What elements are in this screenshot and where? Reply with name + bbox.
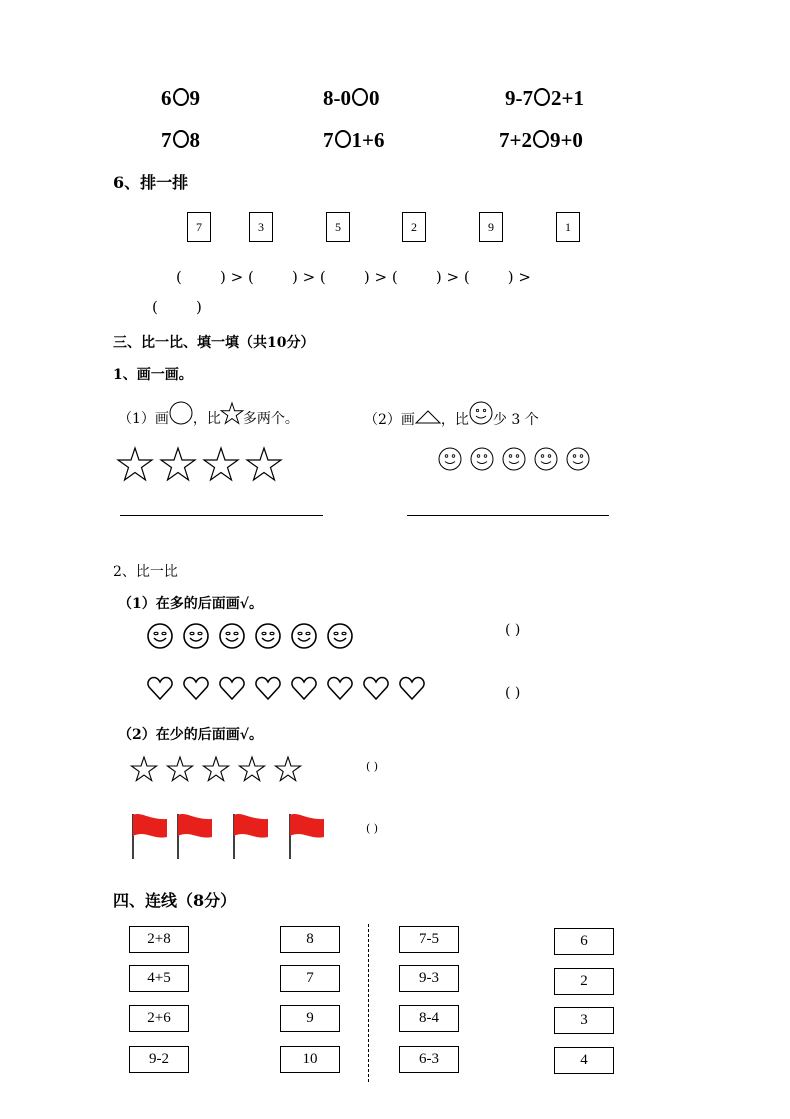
flag-row (131, 812, 331, 862)
sort-blanks-line1[interactable]: ( ) > ( ) > ( ) > ( ) > ( ) > (176, 268, 531, 286)
check-paren[interactable]: ( ) (505, 685, 521, 701)
compare-2-2: 7 1+6 (323, 128, 385, 152)
number-card: 2 (402, 212, 426, 242)
number-card: 9 (479, 212, 503, 242)
match-box[interactable]: 2+8 (129, 926, 189, 953)
compare-2-3: 7+2 9+0 (499, 128, 583, 152)
answer-line[interactable] (407, 515, 609, 516)
number-card: 3 (249, 212, 273, 242)
star-icon (221, 403, 243, 425)
compare-1-3: 9-7 2+1 (505, 86, 584, 110)
smiley-icon (469, 403, 493, 427)
q1-title: 1、画一画。 (113, 367, 193, 383)
star-row (131, 756, 303, 782)
compare-circle[interactable] (534, 88, 550, 106)
star-group (118, 447, 288, 483)
check-paren[interactable]: ( ) (366, 760, 379, 773)
match-box[interactable]: 7 (280, 965, 340, 992)
triangle-icon (415, 410, 441, 424)
check-paren[interactable]: ( ) (366, 822, 379, 835)
compare-1-1: 6 9 (161, 86, 200, 110)
heart-row (147, 676, 432, 702)
smiley-row (147, 624, 359, 650)
match-box[interactable]: 3 (554, 1007, 614, 1034)
match-box[interactable]: 2+6 (129, 1005, 189, 1032)
match-box[interactable]: 8 (280, 926, 340, 953)
q1b: （2）画 ，比 少 3 个 (364, 403, 539, 429)
match-box[interactable]: 10 (280, 1046, 340, 1073)
match-box[interactable]: 9-3 (399, 965, 459, 992)
match-box[interactable]: 4 (554, 1047, 614, 1074)
smiley-group (438, 447, 590, 473)
section4-title: 四、连线（8分） (113, 891, 237, 910)
answer-line[interactable] (120, 515, 323, 516)
q1a: （1）画 ，比 多两个。 (118, 403, 299, 428)
circle-icon (169, 403, 193, 425)
sort-blanks-line2[interactable]: ( ) (152, 298, 202, 316)
match-box[interactable]: 4+5 (129, 965, 189, 992)
compare-circle[interactable] (173, 130, 189, 148)
match-box[interactable]: 6-3 (399, 1046, 459, 1073)
q2-title: 2、比一比 (113, 564, 178, 580)
compare-2-1: 7 8 (161, 128, 200, 152)
compare-circle[interactable] (173, 88, 189, 106)
match-box[interactable]: 9 (280, 1005, 340, 1032)
check-paren[interactable]: ( ) (505, 622, 521, 638)
match-box[interactable]: 7-5 (399, 926, 459, 953)
match-box[interactable]: 6 (554, 928, 614, 955)
compare-1-2: 8-0 0 (323, 86, 380, 110)
compare-circle[interactable] (335, 130, 351, 148)
q2b: （2）在少的后面画√。 (118, 727, 263, 743)
divider (368, 924, 369, 1082)
number-card: 5 (326, 212, 350, 242)
q2a: （1）在多的后面画√。 (118, 596, 263, 612)
match-box[interactable]: 2 (554, 968, 614, 995)
compare-circle[interactable] (533, 130, 549, 148)
match-box[interactable]: 9-2 (129, 1046, 189, 1073)
section3-title: 三、比一比、填一填（共10分） (113, 335, 315, 351)
number-card: 1 (556, 212, 580, 242)
sort-title: 6、排一排 (113, 173, 189, 192)
number-card: 7 (187, 212, 211, 242)
match-box[interactable]: 8-4 (399, 1005, 459, 1032)
compare-circle[interactable] (352, 88, 368, 106)
